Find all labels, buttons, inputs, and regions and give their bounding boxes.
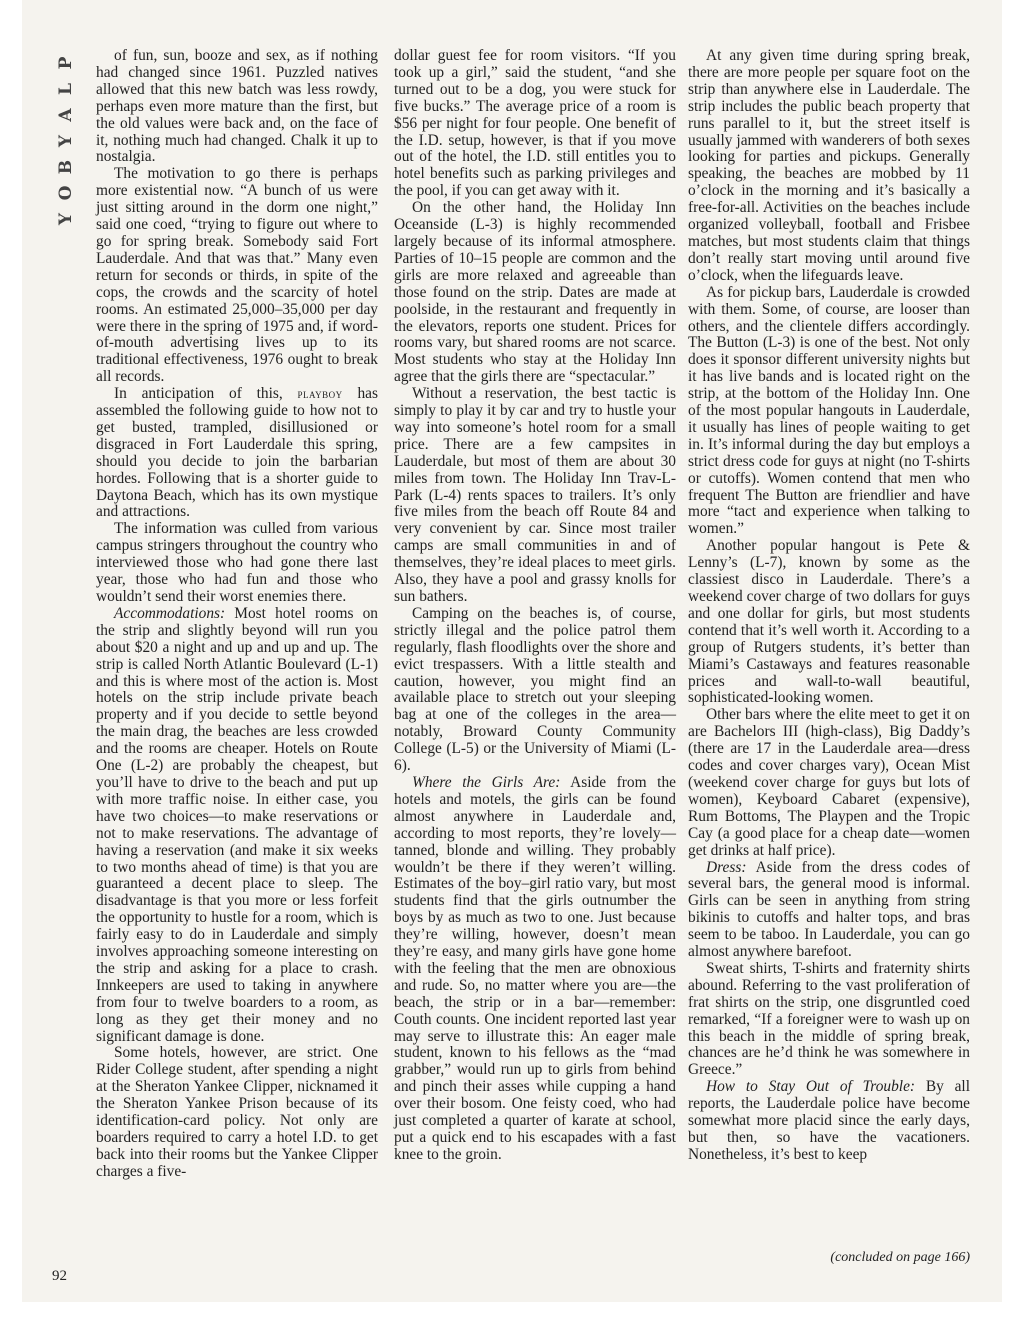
running-head-letter: L	[56, 83, 76, 95]
paragraph-text: On the other hand, the Holiday Inn Oceanside (L-3) is highly recommended largely because of its informal atmosphere. Parties of 10–15 people are common and the girls are more relaxed and agreeable than those found on the strip. Dates are made at poolside, in the restaurant and frequently in the elevators, reports one student. Prices for rooms vary, but shared rooms are not scarce. Most students who stay at the Holiday Inn agree that the girls there are “spectacular.”	[394, 199, 676, 386]
article-column-3	[688, 48, 970, 1164]
running-head-letter: Y	[56, 212, 76, 226]
article-column-1	[96, 48, 378, 1181]
paragraph-text: At any given time during spring break, there are more people per square foot on the strip than anywhere else in Lauderdale. The strip includes the public beach property that runs parallel to it, but the street itself is usually jammed with wanderers of both sexes looking for parties and pickups. Generally speaking, the beaches are mobbed by 11 o’clock in the morning and it’s basically a free-for-all. Activities on the beaches include organized volleyball, football and Frisbee matches, but most students claim that things don’t really start moving until around five o’clock, when the lifeguards leave.	[688, 47, 970, 284]
paragraph-text: Most hotel rooms on the strip and slightly beyond will run you about $20 a night and up and up and up. The strip is called North Atlantic Boulevard (L-1) and this is where most of the action is. Most hotels on the strip include private beach property and if you decide to settle beyond the main drag, the beaches are less crowded and the rooms are cheaper. Hotels on Route One (L-2) are probably the cheapest, but you’ll have to drive to the beach and put up with more traffic noise. In either case, you have two choices—to make reservations or not to make reservations. The advantage of having a reservation (and make it six weeks to two months ahead of time) is that you are guaranteed a decent place to sleep. The disadvantage is that you more or less forfeit the opportunity to hustle for a room, which is fairly easy to do in Lauderdale and simply involves approaching someone interesting on the strip and asking for a place to crash. Innkeepers are used to taking in anywhere from four to twelve boarders to a room, as long as they get their money and no significant damage is done.	[96, 604, 378, 1045]
running-head-letter: A	[56, 108, 76, 122]
paragraph-lead: In anticipation of this,	[114, 385, 298, 403]
paragraph-text: Camping on the beaches is, of course, strictly illegal and the police patrol them regularly, flash floodlights over the shore and evict trespassers. With a little stealth and caution, however, you might find an available place to stretch out your sleeping bag at one of the colleges in the area—notably, Broward County Community College (L-5) or the University of Miami (L-6).	[394, 604, 676, 775]
article-paragraph	[688, 285, 970, 539]
paragraph-text: The motivation to go there is perhaps more existential now. “A bunch of us were just sitting around in the dorm one night,” said one coed, “trying to figure out where to go for spring break. Somebody said Fort Lauderdale. And that was that.” Many even return for seconds or thirds, in spite of the cops, the crowds and the scarcity of hotel rooms. An estimated 25,000–35,000 per day were there in the spring of 1975 and, if word-of-mouth advertising lives up to its traditional effectiveness, 1976 ought to break all records.	[96, 165, 378, 386]
article-paragraph	[96, 386, 378, 521]
article-paragraph	[394, 775, 676, 1164]
article-column-2	[394, 48, 676, 1164]
paragraph-text: Without a reservation, the best tactic is simply to play it by car and try to hustle your way into someone’s hotel room for a small price. There are a few campsites in Lauderdale, but most of them are about 30 miles from town. The Holiday Inn Trav-L-Park (L-4) rents spaces to trailers. It’s only five miles from the beach off Route 84 and very convenient by car. Since most trailer camps are small communities in and of themselves, they’re ideal places to meet girls. Also, they have a pool and grassy knolls for sun bathers.	[394, 385, 676, 605]
article-paragraph	[96, 606, 378, 1046]
paragraph-text: Sweat shirts, T-shirts and fraternity shirts abound. Referring to the vast proliferation of frat shirts on the strip, one disgruntled coed remarked, “If a foreigner were to wash up on this beach in the middle of spring break, chances are he’d think he was somewhere in Greece.”	[688, 959, 970, 1079]
page-number: 92	[52, 1268, 67, 1284]
article-paragraph	[688, 1079, 970, 1164]
paragraph-text: The information was culled from various campus stringers throughout the country who interviewed those who had gone there last year, those who had fun and those who wouldn’t send their worst enemies there.	[96, 520, 378, 605]
section-heading: Where the Girls Are:	[412, 773, 561, 791]
article-paragraph	[96, 48, 378, 166]
article-paragraph	[96, 166, 378, 386]
section-heading: Accommodations:	[114, 604, 226, 622]
paragraph-text: Other bars where the elite meet to get it on are Bachelors III (high-class), Big Daddy’s (there are 17 in the Lauderdale area—dress codes and cover charges vary), Ocean Mist (weekend cover charge for guys but lots of women), Keyboard Cabaret (expensive), Rum Bottoms, The Playpen and the Tropic Cay (a good place for a cheap date—women get drinks at half price).	[688, 706, 970, 859]
paragraph-text: has assembled the following guide to how not to get busted, trampled, disillusioned or disgraced in Fort Lauderdale this spring, should you decide to join the barbarian hordes. Following that is a shorter guide to Daytona Beach, which has its own mystique and attractions.	[96, 385, 378, 521]
paragraph-text: of fun, sun, booze and sex, as if nothing had changed since 1961. Puzzled natives allowed that this new batch was less rowdy, perhaps even more mature than the first, but the old values were back and, on the face of it, nothing much had changed. Chalk it up to nostalgia.	[96, 47, 378, 166]
article-paragraph	[688, 538, 970, 707]
paragraph-text: dollar guest fee for room visitors. “If you took up a girl,” said the student, “and she turned out to be a dog, you were stuck for five bucks.” The average price of a room is $56 per night for four people. One benefit of the I.D. setup, however, is that if you move out of the hotel, the I.D. still entitles you to hotel benefits such as parking privileges and the pool, if you can get away with it.	[394, 47, 676, 200]
article-paragraph	[688, 860, 970, 961]
article-paragraph	[394, 48, 676, 200]
running-head-letter: O	[56, 185, 76, 201]
article-paragraph	[394, 386, 676, 606]
paragraph-text: Some hotels, however, are strict. One Rider College student, after spending a night at the Sheraton Yankee Clipper, nicknamed it the Sheraton Yankee Prison because of its identification-card policy. Not only are boarders required to carry a hotel I.D. to get back into their rooms but the Yankee Clipper charges a five-	[96, 1044, 378, 1180]
paragraph-text: Another popular hangout is Pete & Lenny’s (L-7), known by some as the classiest disco in Lauderdale. There’s a weekend cover charge of two dollars for guys and one dollar for girls, but most students contend that it’s well worth it. According to a group of Rutgers students, it’s better than Miami’s Castaways and features reasonable prices and wall-to-wall beautiful, sophisticated-looking women.	[688, 537, 970, 707]
article-paragraph	[688, 48, 970, 285]
paragraph-text: Aside from the hotels and motels, the girls can be found almost anywhere in Lauderdale and, according to most reports, they’re lovely—tanned, blonde and willing. They probably wouldn’t be there if they weren’t willing. Estimates of the boy–girl ratio vary, but most students find that the girls outnumber the boys by as much as two to one. Just because they’re willing, however, doesn’t mean they’re easy, and many girls have gone home with the feeling that the men are obnoxious and rude. So, no matter where you are—the beach, the strip or in a bar—remember: Couth counts. One incident reported last year may serve to illustrate this: An eager male student, known to his fellows as the “mad grabber,” would run up to girls from behind and pinch their asses while cupping a hand over their bosom. One feisty coed, who had just completed a quarter of karate at school, put a quick end to his escapades with a fast knee to the groin.	[394, 773, 676, 1163]
article-paragraph	[688, 961, 970, 1079]
article-paragraph	[688, 707, 970, 859]
continuation-note: (concluded on page 166)	[830, 1250, 970, 1265]
article-paragraph	[96, 521, 378, 606]
article-paragraph	[394, 606, 676, 775]
running-head-letter: P	[56, 56, 76, 70]
article-paragraph	[96, 1045, 378, 1180]
paragraph-text: By all reports, the Lauderdale police have become somewhat more placid since the early days, but then, so have the vacationers. Nonetheless, it’s best to keep	[688, 1078, 970, 1163]
section-heading: Dress:	[706, 858, 747, 876]
section-heading: How to Stay Out of Trouble:	[706, 1078, 916, 1096]
magazine-running-head	[54, 50, 78, 232]
running-head-letter: Y	[56, 134, 76, 148]
paragraph-text: Aside from the dress codes of several bars, the general mood is informal. Girls can be seen in anything from string bikinis to cutoffs and halter tops, and bras seem to be taboo. In Lauderdale, you can go almost anywhere barefoot.	[688, 858, 971, 961]
paragraph-text: As for pickup bars, Lauderdale is crowded with them. Some, of course, are looser than others, and the clientele differs accordingly. The Button (L-3) is one of the best. Not only does it sponsor different university nights but it has live bands and is located right on the strip, at the bottom of the Holiday Inn. One of the most popular hangouts in Lauderdale, it usually has lines of people waiting to get in. It’s informal during the day but employs a strict dress code for guys at night (no T-shirts or cutoffs). Women contend that men who frequent The Button are friendlier and have more “tact and experience when talking to women.”	[688, 283, 970, 538]
magazine-name-smallcaps: playboy	[297, 386, 343, 402]
article-paragraph	[394, 200, 676, 386]
running-head-letter: B	[56, 159, 76, 175]
